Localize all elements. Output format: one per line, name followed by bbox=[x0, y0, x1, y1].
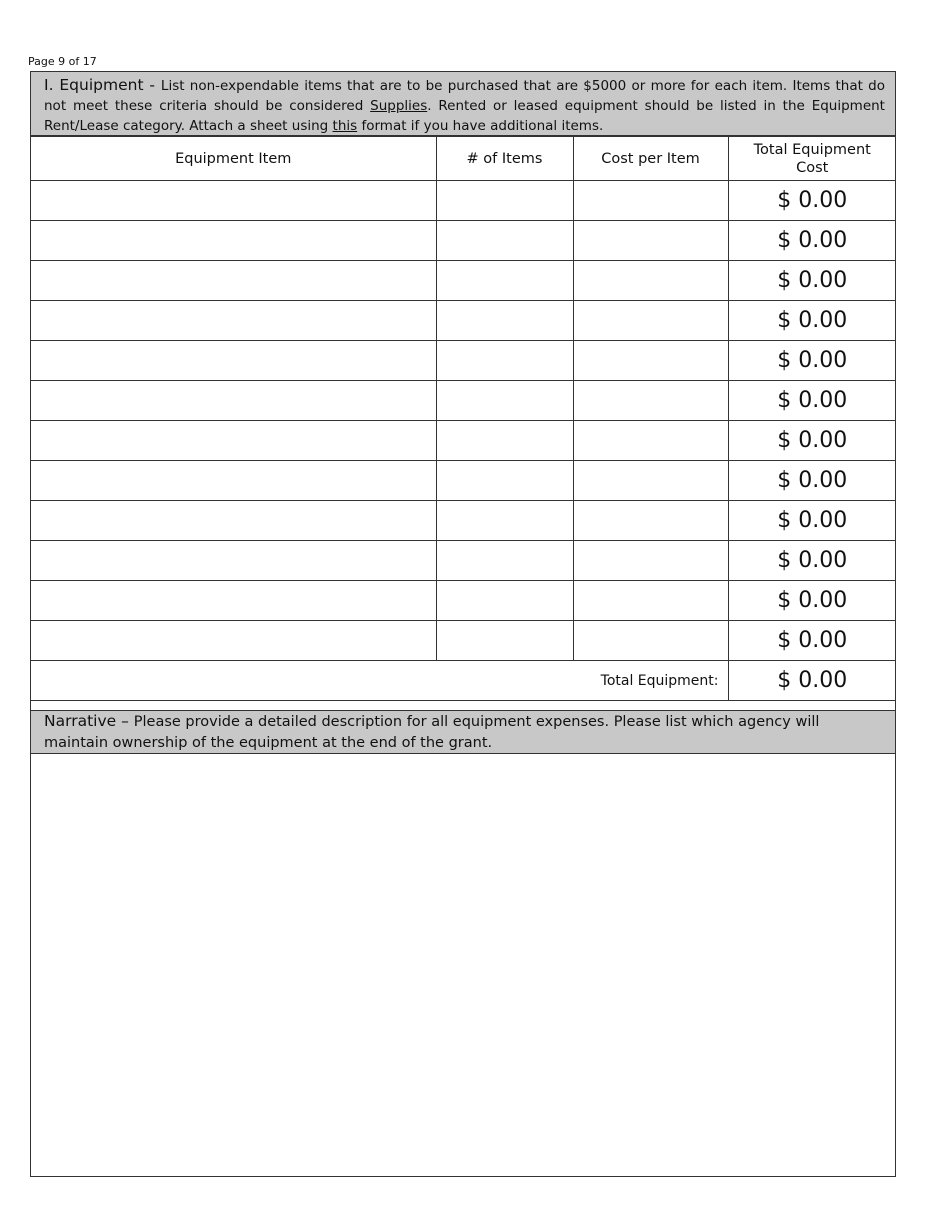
cost-per-item-cell[interactable] bbox=[573, 621, 728, 661]
header-num-items: # of Items bbox=[436, 137, 573, 181]
equipment-form bbox=[30, 71, 896, 1177]
equipment-item-cell[interactable] bbox=[31, 181, 436, 221]
num-items-cell[interactable] bbox=[436, 181, 573, 221]
table-row bbox=[31, 381, 896, 421]
section-header bbox=[31, 72, 895, 136]
num-items-cell[interactable] bbox=[436, 541, 573, 581]
equipment-item-cell[interactable] bbox=[31, 541, 436, 581]
num-items-cell[interactable] bbox=[436, 301, 573, 341]
num-items-cell[interactable] bbox=[436, 501, 573, 541]
supplies-link[interactable]: Supplies bbox=[370, 98, 428, 114]
cost-per-item-cell[interactable] bbox=[573, 381, 728, 421]
header-total-cost bbox=[728, 137, 896, 181]
equipment-table bbox=[31, 136, 896, 701]
cost-per-item-cell[interactable] bbox=[573, 301, 728, 341]
instructions-part-1: List non-expendable items that are to be purchased that are $5000 or more for each item. Items that do not meet these criteria should be considered bbox=[44, 78, 885, 114]
num-items-cell[interactable] bbox=[436, 381, 573, 421]
table-row bbox=[31, 301, 896, 341]
header-equipment-item: Equipment Item bbox=[31, 137, 436, 181]
total-cost-cell: $ 0.00 bbox=[728, 381, 896, 421]
narrative-instructions: Please provide a detailed description for all equipment expenses. Please list which agency will maintain ownership of the equipment at the end of the grant. bbox=[44, 714, 820, 751]
total-cost-cell: $ 0.00 bbox=[728, 541, 896, 581]
table-row bbox=[31, 221, 896, 261]
equipment-item-cell[interactable] bbox=[31, 581, 436, 621]
instructions-part-3: format if you have additional items. bbox=[357, 118, 604, 134]
total-cost-cell: $ 0.00 bbox=[728, 421, 896, 461]
header-cost-per-item: Cost per Item bbox=[573, 137, 728, 181]
num-items-cell[interactable] bbox=[436, 461, 573, 501]
instructions-part-2: . Rented or leased equipment should be listed in the Equipment Rent/Lease category. Attach a sheet using bbox=[44, 98, 885, 134]
num-items-cell[interactable] bbox=[436, 581, 573, 621]
cost-per-item-cell[interactable] bbox=[573, 581, 728, 621]
total-cost-cell: $ 0.00 bbox=[728, 181, 896, 221]
equipment-item-cell[interactable] bbox=[31, 421, 436, 461]
page-number: Page 9 of 17 bbox=[28, 55, 97, 68]
table-row bbox=[31, 501, 896, 541]
total-equipment-label: Total Equipment: bbox=[31, 661, 728, 701]
num-items-cell[interactable] bbox=[436, 261, 573, 301]
equipment-item-cell[interactable] bbox=[31, 381, 436, 421]
cost-per-item-cell[interactable] bbox=[573, 221, 728, 261]
total-cost-cell: $ 0.00 bbox=[728, 301, 896, 341]
section-title: I. Equipment - bbox=[44, 76, 161, 94]
table-row bbox=[31, 181, 896, 221]
total-row bbox=[31, 661, 896, 701]
cost-per-item-cell[interactable] bbox=[573, 461, 728, 501]
num-items-cell[interactable] bbox=[436, 421, 573, 461]
cost-per-item-cell[interactable] bbox=[573, 341, 728, 381]
table-header-row bbox=[31, 137, 896, 181]
this-link[interactable]: this bbox=[332, 118, 358, 134]
num-items-cell[interactable] bbox=[436, 221, 573, 261]
num-items-cell[interactable] bbox=[436, 621, 573, 661]
total-cost-cell: $ 0.00 bbox=[728, 261, 896, 301]
header-total-line2: Cost bbox=[796, 159, 829, 176]
cost-per-item-cell[interactable] bbox=[573, 501, 728, 541]
total-cost-cell: $ 0.00 bbox=[728, 341, 896, 381]
total-cost-cell: $ 0.00 bbox=[728, 221, 896, 261]
equipment-item-cell[interactable] bbox=[31, 301, 436, 341]
narrative-field[interactable] bbox=[31, 754, 895, 1176]
table-row bbox=[31, 541, 896, 581]
table-row bbox=[31, 341, 896, 381]
table-row bbox=[31, 261, 896, 301]
equipment-item-cell[interactable] bbox=[31, 621, 436, 661]
narrative-title: Narrative – bbox=[44, 712, 134, 730]
table-row bbox=[31, 421, 896, 461]
equipment-item-cell[interactable] bbox=[31, 261, 436, 301]
equipment-item-cell[interactable] bbox=[31, 221, 436, 261]
cost-per-item-cell[interactable] bbox=[573, 181, 728, 221]
total-equipment-value: $ 0.00 bbox=[728, 661, 896, 701]
equipment-item-cell[interactable] bbox=[31, 341, 436, 381]
equipment-item-cell[interactable] bbox=[31, 461, 436, 501]
cost-per-item-cell[interactable] bbox=[573, 541, 728, 581]
table-row bbox=[31, 461, 896, 501]
total-cost-cell: $ 0.00 bbox=[728, 621, 896, 661]
table-row bbox=[31, 621, 896, 661]
table-row bbox=[31, 581, 896, 621]
equipment-item-cell[interactable] bbox=[31, 501, 436, 541]
num-items-cell[interactable] bbox=[436, 341, 573, 381]
narrative-header bbox=[31, 710, 895, 754]
header-total-line1: Total Equipment bbox=[753, 141, 871, 158]
total-cost-cell: $ 0.00 bbox=[728, 461, 896, 501]
cost-per-item-cell[interactable] bbox=[573, 261, 728, 301]
total-cost-cell: $ 0.00 bbox=[728, 581, 896, 621]
total-cost-cell: $ 0.00 bbox=[728, 501, 896, 541]
cost-per-item-cell[interactable] bbox=[573, 421, 728, 461]
